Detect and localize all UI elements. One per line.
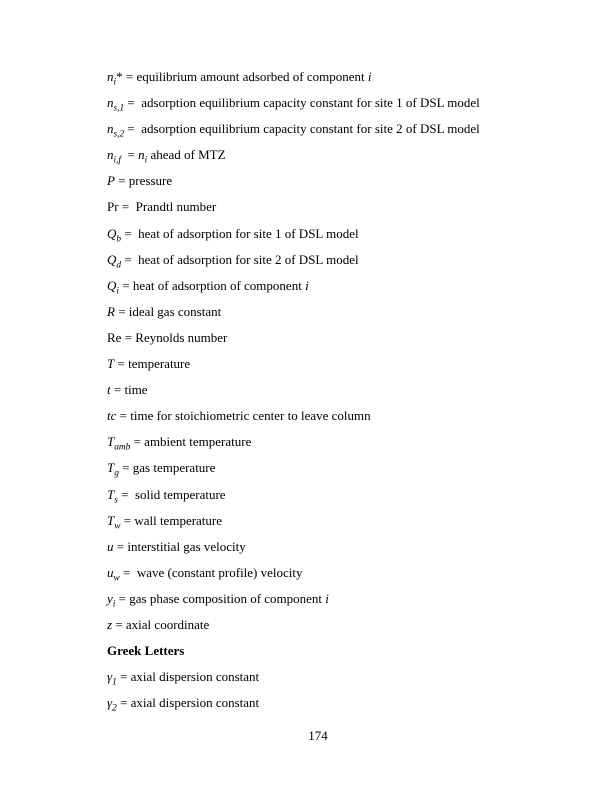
nomenclature-list [107, 64, 572, 716]
symbol-definition-line [107, 664, 572, 690]
equals-sign: = [112, 616, 126, 632]
equals-sign: = [114, 173, 129, 189]
symbol-definition-line [107, 142, 572, 168]
equals-sign: = [116, 408, 131, 424]
symbol-definition-line [107, 247, 572, 273]
definition: temperature [128, 356, 191, 372]
symbol-definition-line [107, 168, 572, 194]
symbol: $T_{amb}$ [107, 434, 131, 453]
definition: time for stoichiometric center to leave column [130, 408, 371, 424]
symbol: $n_{s,1}$ [107, 95, 125, 114]
equals-sign: = [118, 460, 133, 476]
definition: heat of adsorption for site 1 of DSL model [138, 225, 359, 241]
section-heading: Greek Letters [107, 643, 185, 659]
equals-sign: = [119, 277, 133, 293]
symbol-definition-line [107, 90, 572, 116]
symbol-definition-line [107, 194, 572, 220]
equals-sign: = [121, 329, 136, 345]
symbol-definition-line [107, 612, 572, 638]
definition: axial dispersion constant [130, 695, 260, 711]
equals-sign: = [118, 199, 136, 215]
equals-sign: = [120, 512, 135, 528]
definition: interstitial gas velocity [127, 538, 246, 554]
symbol-definition-line [107, 534, 572, 560]
symbol-definition-line [107, 403, 572, 429]
symbol: T [107, 356, 115, 372]
symbol-definition-line [107, 455, 572, 481]
symbol: $n_i*$ [107, 69, 123, 88]
symbol: u [107, 538, 114, 554]
equals-sign: = [110, 382, 125, 398]
equals-sign: = [130, 434, 145, 450]
symbol-definition-line [107, 508, 572, 534]
equals-sign: = [124, 95, 142, 111]
definition: wall temperature [134, 512, 223, 528]
equals-sign: = [119, 564, 137, 580]
definition: $n_i$ ahead of MTZ [138, 147, 226, 166]
symbol-definition-line [107, 64, 572, 90]
symbol-definition-line [107, 116, 572, 142]
definition: Reynolds number [135, 329, 228, 345]
symbol: $n_{s,2}$ [107, 121, 125, 140]
symbol: $Q_d$ [107, 251, 122, 271]
definition: axial coordinate [125, 616, 210, 632]
symbol-definition-line [107, 429, 572, 455]
symbol-definition-line [107, 325, 572, 351]
symbol-definition-line [107, 377, 572, 403]
page-number: 174 [308, 728, 328, 743]
symbol-definition-line [107, 690, 572, 716]
symbol: P [107, 173, 115, 189]
symbol-definition-line [107, 560, 572, 586]
equals-sign: = [117, 486, 135, 502]
symbol: $Q_b$ [107, 225, 122, 245]
definition: gas temperature [132, 460, 216, 476]
equals-sign: = [116, 695, 131, 711]
equals-sign: = [122, 69, 137, 84]
definition: equilibrium amount adsorbed of component i [136, 69, 372, 84]
symbol: $\gamma_2$ [107, 695, 117, 714]
definition: adsorption equilibrium capacity constant for site 2 of DSL model [141, 121, 480, 137]
symbol: $\gamma_1$ [107, 669, 117, 688]
definition: gas phase composition of component i [129, 590, 329, 606]
symbol: Pr [107, 199, 119, 215]
symbol: $Q_i$ [107, 277, 119, 297]
symbol-definition-line [107, 221, 572, 247]
symbol: t [107, 382, 111, 398]
equals-sign: = [121, 225, 139, 241]
definition: solid temperature [134, 486, 226, 502]
equals-sign: = [121, 251, 139, 267]
equals-sign: = [124, 121, 142, 137]
definition: ideal gas constant [128, 303, 222, 319]
equals-sign: = [115, 590, 130, 606]
equals-sign: = [113, 538, 128, 554]
symbol: z [107, 616, 113, 632]
definition: time [124, 382, 148, 398]
definition: ambient temperature [144, 434, 252, 450]
equals-sign: = [116, 669, 131, 685]
definition: heat of adsorption of component i [132, 277, 309, 293]
definition: axial dispersion constant [130, 669, 260, 685]
symbol-definition-line [107, 351, 572, 377]
symbol: R [107, 303, 115, 319]
symbol: $T_w$ [107, 512, 121, 532]
equals-sign: = [121, 147, 139, 163]
symbol: $u_w$ [107, 564, 120, 584]
symbol: Re [107, 329, 122, 345]
equals-sign: = [114, 356, 129, 372]
definition: heat of adsorption for site 2 of DSL model [138, 251, 359, 267]
definition: wave (constant profile) velocity [136, 564, 303, 580]
symbol: $y_i$ [107, 590, 116, 610]
equals-sign: = [114, 303, 129, 319]
symbol-definition-line [107, 273, 572, 299]
symbol-definition-line [107, 299, 572, 325]
definition: Prandtl number [135, 199, 217, 215]
symbol: $n_{i,f}$ [107, 147, 122, 166]
symbol: $T_s$ [107, 486, 118, 506]
symbol: $T_g$ [107, 460, 119, 479]
definition: pressure [128, 173, 173, 189]
symbol-definition-line [107, 586, 572, 612]
symbol: tc [107, 408, 117, 424]
symbol-definition-line [107, 482, 572, 508]
definition: adsorption equilibrium capacity constant for site 1 of DSL model [141, 95, 480, 111]
